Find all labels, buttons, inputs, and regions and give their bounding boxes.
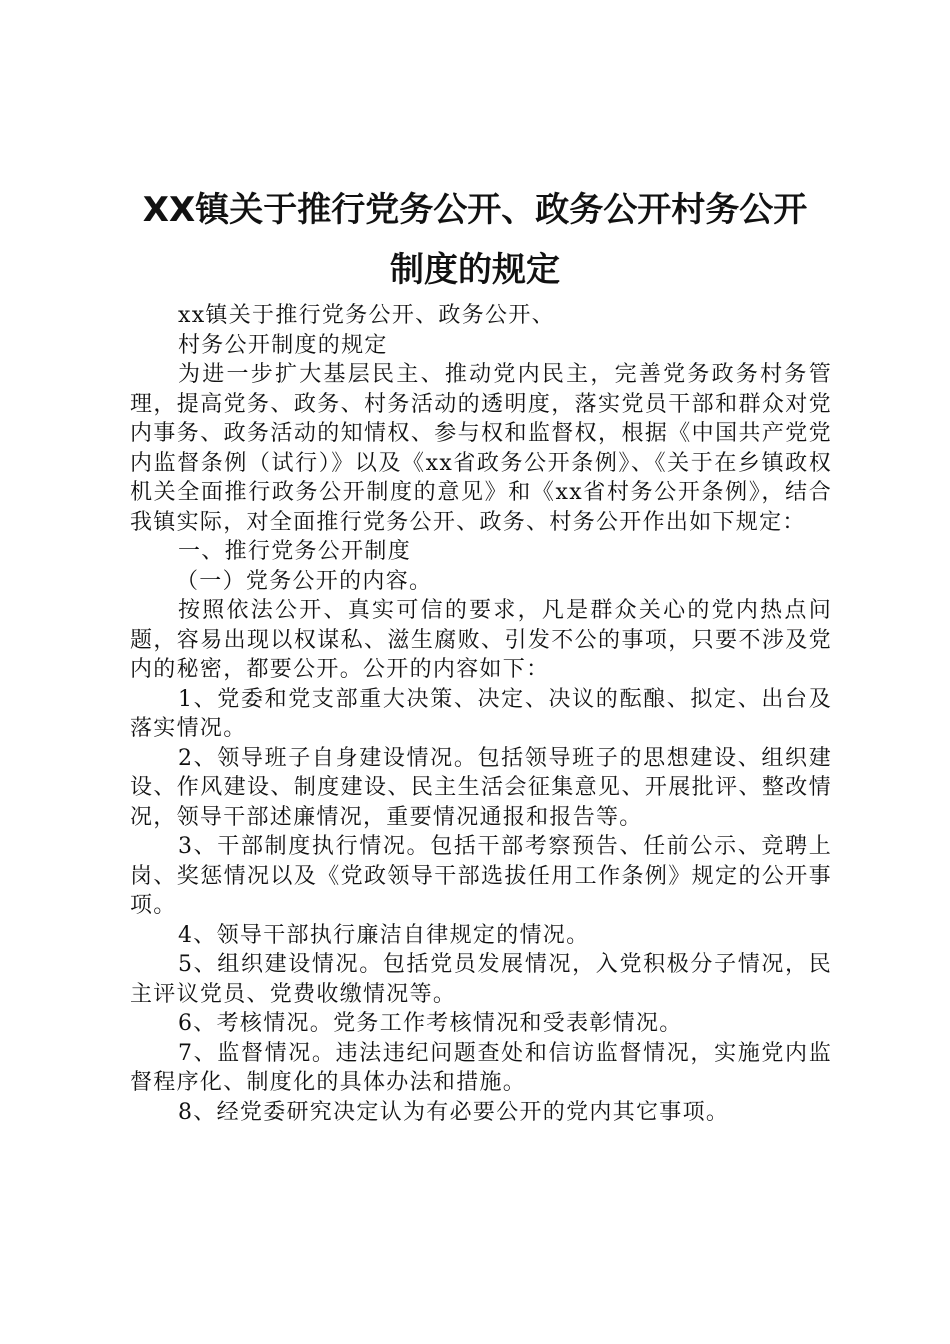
document-title-line-2: 制度的规定 — [390, 250, 560, 290]
list-item-7: 7、监督情况。违法违纪问题查处和信访监督情况，实施党内监督程序化、制度化的具体办法和措施。 — [130, 1040, 832, 1095]
list-item-6: 6、考核情况。党务工作考核情况和受表彰情况。 — [178, 1011, 683, 1036]
list-item-2: 2、领导班子自身建设情况。包括领导班子的思想建设、组织建设、作风建设、制度建设、民主生活会征集意见、开展批评、整改情况，领导干部述廉情况，重要情况通报和报告等。 — [130, 745, 832, 830]
list-item-8: 8、经党委研究决定认为有必要公开的党内其它事项。 — [178, 1099, 730, 1125]
paragraph-requirements: 按照依法公开、真实可信的要求，凡是群众关心的党内热点问题，容易出现以权谋私、滋生腐败、引发不公的事项，只要不涉及党内的秘密，都要公开。公开的内容如下： — [130, 598, 832, 682]
intro-paragraph: 为进一步扩大基层民主、推动党内民主，完善党务政务村务管理，提高党务、政务、村务活动的透明度，落实党员干部和群众对党内事务、政务活动的知情权、参与权和监督权，根据《中国共产党党内监督条例（试行）》以及《xx省政务公开条例》、《关于在乡镇政权机关全面推行政务公开制度的意见》和《xx省村务公开条例》，结合我镇实际，对全面推行党务公开、政务、村务公开作出如下规定： — [130, 362, 832, 535]
subtitle-line-2: 村务公开制度的规定 — [178, 332, 388, 358]
document-body — [130, 301, 832, 1127]
list-item-1: 1、党委和党支部重大决策、决定、决议的酝酿、拟定、出台及落实情况。 — [130, 686, 832, 741]
list-item-5: 5、组织建设情况。包括党员发展情况，入党积极分子情况，民主评议党员、党费收缴情况等。 — [130, 952, 832, 1007]
list-item-3: 3、干部制度执行情况。包括干部考察预告、任前公示、竞聘上岗、奖惩情况以及《党政领导干部选拔任用工作条例》规定的公开事项。 — [130, 834, 832, 918]
document-title-line-1: XX镇关于推行党务公开、政务公开村务公开 — [142, 190, 808, 230]
list-item-4: 4、领导干部执行廉洁自律规定的情况。 — [178, 922, 590, 948]
section-heading-1: 一、推行党务公开制度 — [178, 539, 412, 564]
subtitle-line-1: xx镇关于推行党务公开、政务公开、 — [178, 303, 555, 328]
subsection-heading-1: （一）党务公开的内容。 — [176, 568, 433, 594]
